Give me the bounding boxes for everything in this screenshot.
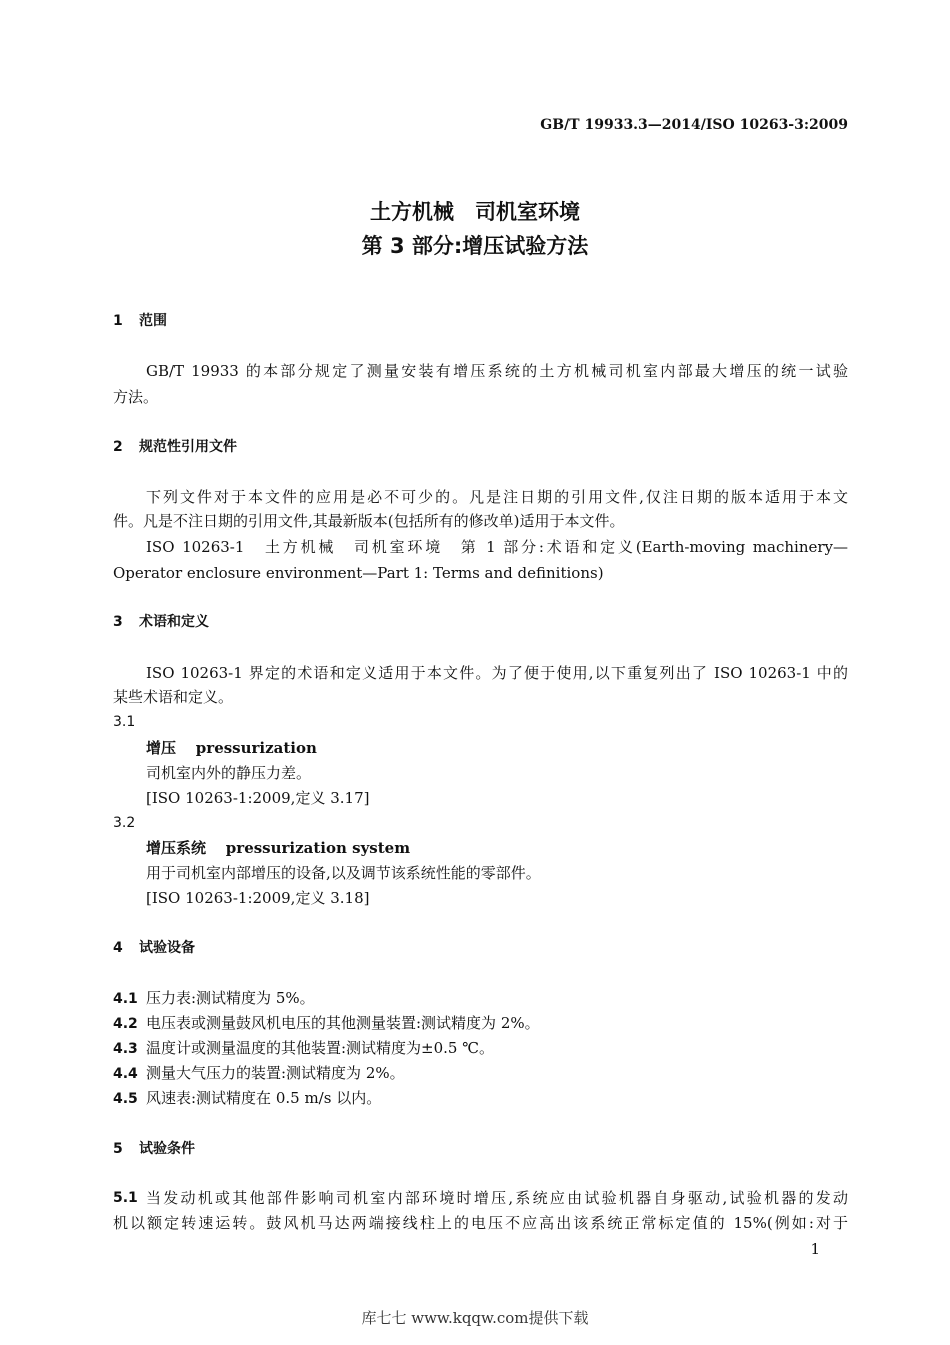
section-2-heading: 2 规范性引用文件: [113, 439, 237, 455]
section-4-heading: 4 试验设备: [113, 940, 195, 956]
list-item: 4.5 风速表:测试精度在 0.5 m/s 以内。: [113, 1089, 382, 1107]
reference-line: ISO 10263-1 土方机械 司机室环境 第 1 部分:术语和定义(Earth-moving machinery—: [146, 538, 848, 556]
paragraph-line: ISO 10263-1 界定的术语和定义适用于本文件。为了便于使用,以下重复列出了 ISO 10263-1 中的: [146, 664, 848, 682]
paragraph-line: 下列文件对于本文件的应用是必不可少的。凡是注日期的引用文件,仅注日期的版本适用于本文: [146, 488, 848, 506]
title-line-1: 土方机械 司机室环境: [370, 200, 580, 224]
term-definition: 司机室内外的静压力差。: [146, 764, 312, 782]
title-line-2: 第 3 部分:增压试验方法: [361, 234, 589, 258]
term-definition: 用于司机室内部增压的设备,以及调节该系统性能的零部件。: [146, 864, 541, 882]
list-item: 4.2 电压表或测量鼓风机电压的其他测量装置:测试精度为 2%。: [113, 1014, 540, 1032]
list-item: 4.4 测量大气压力的装置:测试精度为 2%。: [113, 1064, 405, 1082]
list-item: 4.3 温度计或测量温度的其他装置:测试精度为±0.5 ℃。: [113, 1039, 495, 1057]
term-source: [ISO 10263-1:2009,定义 3.17]: [146, 789, 370, 807]
term-number: 3.2: [113, 815, 136, 831]
term-title: 增压 pressurization: [146, 739, 317, 757]
section-1-heading: 1 范围: [113, 313, 167, 329]
section-3-heading: 3 术语和定义: [113, 614, 209, 630]
paragraph-line: 某些术语和定义。: [113, 688, 234, 706]
term-source: [ISO 10263-1:2009,定义 3.18]: [146, 889, 370, 907]
list-item: 4.1 压力表:测试精度为 5%。: [113, 989, 315, 1007]
footer-watermark: 库七七 www.kqqw.com提供下载: [361, 1309, 589, 1327]
paragraph-line: 件。凡是不注日期的引用文件,其最新版本(包括所有的修改单)适用于本文件。: [113, 512, 625, 530]
paragraph-line: GB/T 19933 的本部分规定了测量安装有增压系统的土方机械司机室内部最大增压的统一试验: [146, 362, 848, 380]
paragraph-line: 机以额定转速运转。鼓风机马达两端接线柱上的电压不应高出该系统正常标定值的 15%(例如:对于: [113, 1214, 848, 1232]
term-number: 3.1: [113, 714, 136, 730]
standard-number: GB/T 19933.3—2014/ISO 10263-3:2009: [540, 117, 848, 133]
page-number: 1: [810, 1240, 820, 1258]
paragraph-line: 5.1 当发动机或其他部件影响司机室内部环境时增压,系统应由试验机器自身驱动,试验机器的发动: [113, 1189, 848, 1207]
term-title: 增压系统 pressurization system: [146, 839, 411, 857]
paragraph-line: 方法。: [113, 388, 159, 406]
section-5-heading: 5 试验条件: [113, 1141, 195, 1157]
reference-line: Operator enclosure environment—Part 1: Terms and definitions): [113, 564, 604, 582]
